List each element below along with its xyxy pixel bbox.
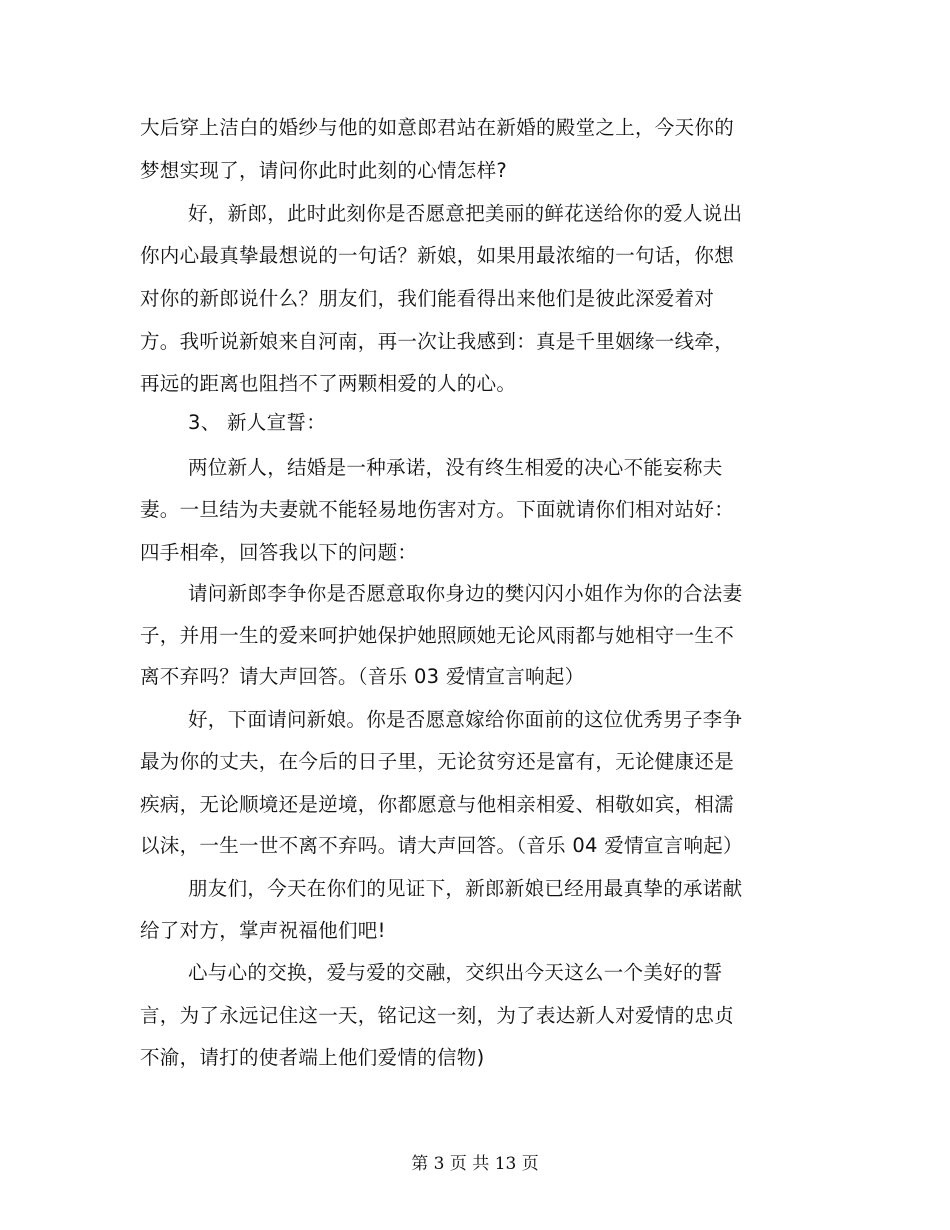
text-line: 对你的新郎说什么？朋友们，我们能看得出来他们是彼此深爱着对	[140, 287, 715, 310]
text-line: 请问新郎李争你是否愿意取你身边的樊闪闪小姐作为你的合法妻	[188, 582, 743, 605]
text-line: 不渝，请打的使者端上他们爱情的信物)	[140, 1046, 485, 1069]
text-line: 最为你的丈夫，在今后的日子里，无论贫穷还是富有，无论健康还是	[140, 750, 735, 773]
text-line: 你内心最真挚最想说的一句话？新娘，如果用最浓缩的一句话，你想	[140, 244, 735, 267]
text-line: 心与心的交换，爱与爱的交融，交织出今天这么一个美好的誓	[188, 961, 723, 984]
text-line: 疾病，无论顺境还是逆境，你都愿意与他相亲相爱、相敬如宾，相濡	[140, 793, 735, 816]
text-line: 以沫，一生一世不离不弃吗。请大声回答。（音乐 04 爱情宣言响起）	[140, 834, 743, 857]
text-line: 梦想实现了，请问你此时此刻的心情怎样?	[140, 159, 508, 182]
text-line: 大后穿上洁白的婚纱与他的如意郎君站在新婚的殿堂之上，今天你的	[140, 116, 735, 139]
text-line: 四手相牵，回答我以下的问题：	[140, 541, 418, 564]
text-line: 方。我听说新娘来自河南，再一次让我感到：真是千里姻缘一线牵，	[140, 330, 735, 353]
text-line: 离不弃吗？请大声回答。（音乐 03 爱情宣言响起）	[140, 665, 585, 688]
page-number-footer: 第 3 页 共 13 页	[411, 1154, 539, 1174]
text-line: 好，新郎，此时此刻你是否愿意把美丽的鲜花送给你的爱人说出	[188, 202, 743, 225]
text-line: 朋友们，今天在你们的见证下，新郎新娘已经用最真挚的承诺献	[188, 877, 743, 900]
text-line: 子，并用一生的爱来呵护她保护她照顾她无论风雨都与她相守一生不	[140, 624, 735, 647]
section-heading: 3、 新人宣誓：	[188, 411, 327, 434]
text-line: 给了对方，掌声祝福他们吧!	[140, 919, 386, 942]
text-line: 妻。一旦结为夫妻就不能轻易地伤害对方。下面就请你们相对站好：	[140, 498, 735, 521]
text-line: 再远的距离也阻挡不了两颗相爱的人的心。	[140, 372, 517, 395]
text-line: 两位新人，结婚是一种承诺，没有终生相爱的决心不能妄称夫	[188, 456, 723, 479]
text-line: 言，为了永远记住这一天，铭记这一刻，为了表达新人对爱情的忠贞	[140, 1004, 735, 1027]
text-line: 好，下面请问新娘。你是否愿意嫁给你面前的这位优秀男子李争	[188, 708, 743, 731]
